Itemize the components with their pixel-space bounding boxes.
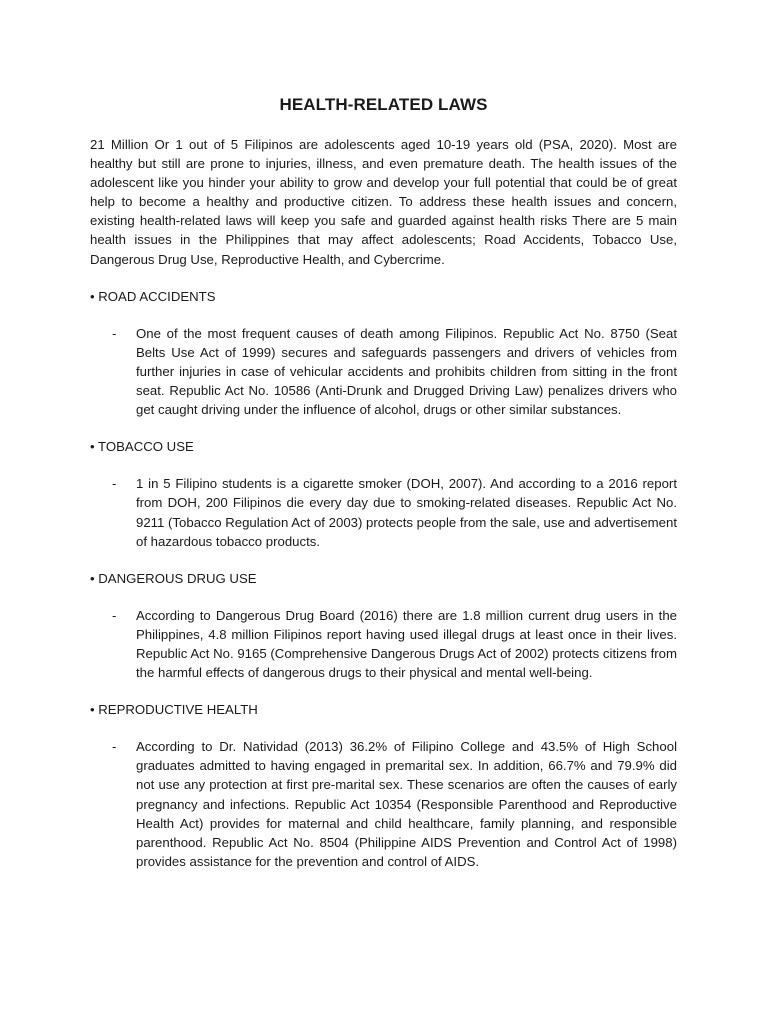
section-item-road-accidents — [90, 324, 677, 419]
page-title: HEALTH-RELATED LAWS — [279, 95, 488, 114]
section-heading-reproductive-health: • REPRODUCTIVE HEALTH — [90, 702, 258, 718]
section-item-dangerous-drug-use — [90, 606, 677, 682]
section-body-reproductive-health: According to Dr. Natividad (2013) 36.2% of Filipino College and 43.5% of High School graduates admitted to having engaged in premarital sex. In addition, 66.7% and 79.9% did not use any protection at first pre-marital sex. These scenarios are often the causes of early pregnancy and infections. Republic Act 10354 (Responsible Parenthood and Reproductive Health Act) provides for maternal and child healthcare, family planning, and responsible parenthood. Republic Act No. 8504 (Philippine AIDS Prevention and Control Act of 1998) provides assistance for the prevention and control of AIDS. — [136, 739, 677, 869]
section-heading-dangerous-drug-use: • DANGEROUS DRUG USE — [90, 570, 257, 586]
dash-bullet: - — [112, 325, 117, 341]
dash-bullet: - — [112, 607, 117, 623]
dash-bullet: - — [112, 739, 117, 755]
section-body-dangerous-drug-use: According to Dangerous Drug Board (2016) there are 1.8 million current drug users in the Philippines, 4.8 million Filipinos report having used illegal drugs at least once in their lives. Republic Act No. 9165 (Comprehensive Dangerous Drugs Act of 2002) protects citizens from the harmful effects of dangerous drugs to their physical and mental well-being. — [136, 607, 677, 681]
section-heading-road-accidents: • ROAD ACCIDENTS — [90, 288, 216, 304]
section-body-tobacco-use: 1 in 5 Filipino students is a cigarette smoker (DOH, 2007). And according to a 2016 report from DOH, 200 Filipinos die every day due to smoking-related diseases. Republic Act No. 9211 (Tobacco Regulation Act of 2003) protects people from the sale, use and advertisement of hazardous tobacco products. — [136, 476, 677, 549]
section-body-road-accidents: One of the most frequent causes of death among Filipinos. Republic Act No. 8750 (Seat Belts Use Act of 1999) secures and safeguards passengers and drivers of vehicles from further injuries in case of vehicular accidents and prohibits children from sitting in the front seat. Republic Act No. 10586 (Anti-Drunk and Drugged Driving Law) penalizes drivers who get caught driving under the influence of alcohol, drugs or other similar substances. — [136, 325, 677, 418]
dash-bullet: - — [112, 476, 117, 492]
section-item-reproductive-health — [90, 737, 677, 871]
section-item-tobacco-use — [90, 474, 677, 550]
section-heading-tobacco-use: • TOBACCO USE — [90, 439, 194, 455]
document-page — [90, 94, 677, 871]
intro-paragraph: 21 Million Or 1 out of 5 Filipinos are adolescents aged 10-19 years old (PSA, 2020). Most are healthy but still are prone to injuries, illness, and even premature death. The health issues of the adolescent like you hinder your ability to grow and develop your full potential that could be of great help to become a healthy and productive citizen. To address these health issues and concern, existing health-related laws will keep you safe and guarded against health risks There are 5 main health issues in the Philippines that may affect adolescents; Road Accidents, Tobacco Use, Dangerous Drug Use, Reproductive Health, and Cybercrime. — [90, 137, 677, 267]
